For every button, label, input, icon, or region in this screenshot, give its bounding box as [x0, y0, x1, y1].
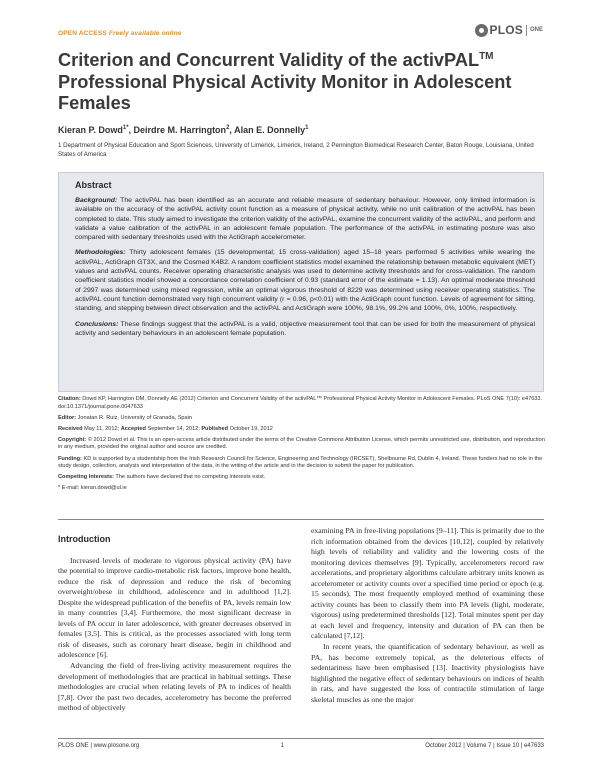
accepted-date: September 14, 2012;	[147, 425, 200, 432]
editor	[58, 415, 548, 423]
abstract-box	[58, 172, 544, 392]
page-number: 1	[280, 743, 284, 749]
plos-one-logo	[475, 23, 544, 37]
background-lead: Background:	[75, 197, 118, 204]
methods-text: Thirty adolescent females (15 developmental; 15 cross-validation) aged 15–18 years performed 5 activities while wearing the activPAL, ActiGraph GT3X, and the Cosmed K4B2. A random coefficient statistics model examined the relationship between metabolic equivalent (MET) values and activPAL counts. Receiver operating characteristic analysis was used to determine activity thresholds and for cross-validation. The random coefficient statistics model showed a concordance correlation coefficient of 0.93 (standard error of the estimate = 1.13). An optimal moderate threshold of 2997 was determined using mixed regression, while an optimal vigorous threshold of 8229 was determined using receiver operating statistics. The activPAL count function demonstrated very high concurrent validity (r = 0.96, p<0.01) with the ActiGraph count function. Levels of agreement for sitting, standing, and stepping between direct observation and the activPAL and ActiGraph were 100%, 98.1%, 99.2% and 100%, 0%, 100%, respectively.	[75, 249, 536, 313]
footer-divider	[58, 738, 544, 739]
plos-logo-journal: ONE	[529, 27, 543, 33]
copyright-text: © 2012 Dowd et al. This is an open-access article distributed under the terms of the Creative Commons Attribution License, which permits unrestricted use, distribution, and reproduction in any medium, provided the original author and source are credited.	[58, 436, 545, 451]
body-paragraph: examining PA in free-living populations [9–11]. This is primarily due to the rich information obtained from the devices [10,12], coupled by relatively high levels of reliability and validity and the lowering costs of the monitoring devices themselves [9]. Typically, accelerometers record raw accelerations, and proprietary algorithms calculate arbitrary units known as accelerometer or activity counts over a specified time period or epoch (e.g. 15 seconds). The most frequently employed method of examining these activity counts has been to classify them into PA levels (light, moderate, vigorous) using predetermined thresholds [12]. Total minutes spent per day at each level and frequency, intensity and duration of PA can then be calculated [7,12].	[311, 526, 544, 641]
body-paragraph: In recent years, the quantification of sedentary behaviour, as well as PA, has become extremely topical, as the deleterious effects of sedentariness have been emphasised [13]. Inactivity physiologists have highlighted the negative effect of sedentary behaviours on indices of health in rats, and have suggested the loss of contractile stimulation of large skeletal muscles as one the major	[311, 642, 544, 704]
author-affiliation-marker: 1*	[122, 125, 129, 131]
open-access-banner	[58, 30, 181, 37]
funding-text: KD is supported by a studentship from the Irish Research Council for Science, Engineering and Technology (IRCSET), Shelbourne Rd, Dublin 4, Ireland. These funders had no role in the study design, collection, analysis and interpretation of the data, in the writing of the article and in the decision to submit the paper for publication.	[58, 455, 543, 470]
introduction-heading: Introduction	[58, 534, 111, 544]
citation-label: Citation:	[58, 396, 81, 402]
editor-label: Editor:	[58, 414, 77, 421]
abstract-heading: Abstract	[75, 180, 112, 190]
copyright	[58, 437, 548, 452]
methods-lead: Methodologies:	[75, 249, 126, 257]
plos-logo-icon	[475, 24, 488, 37]
body-column-right	[311, 526, 544, 705]
accepted-label: Accepted	[120, 425, 146, 432]
competing-label: Competing Interests:	[58, 474, 114, 481]
citation-text: Dowd KP, Harrington DM, Donnelly AE (2012) Criterion and Concurrent Validity of the activPAL™ Professional Physical Activity Monitor in Adolescent Females. PLoS ONE 7(10): e47633. doi:10.1371/journal.pone.0047633	[58, 396, 543, 410]
author-affiliation-marker: 2	[226, 125, 230, 131]
published-date: October 19, 2012	[229, 425, 273, 432]
logo-divider	[526, 25, 527, 36]
abstract-background	[75, 196, 535, 242]
abstract-methods	[75, 248, 535, 313]
corresponding-email: * E-mail: kieran.dowd@ul.ie	[58, 485, 127, 492]
body-paragraph: Increased levels of moderate to vigorous physical activity (PA) have the potential to improve cardio-metabolic risk factors, improve bone health, reduce the risk of depression and reduce the risk of becoming overweight/obese in childhood, adolescence and in adulthood [1,2]. Despite the widespread publication of the benefits of PA, levels remain low in many countries [3,4]. Furthermore, the most significant decrease in levels of PA occur in later adolescence, with greater decreases observed in females [3,5]. This is critical, as the processes associated with long term risk of diseases, such as coronary heart disease, begin in childhood and adolescence [6].	[58, 555, 291, 660]
conclusions-lead: Conclusions:	[75, 320, 119, 328]
author-name: Kieran P. Dowd	[58, 125, 123, 135]
background-text: The activPAL has been identified as an accurate and reliable measure of sedentary behaviour. However, only limited information is available on the accuracy of the activPAL activity count function as a measure of physical activity, while no unit calibration of the activPAL has been completed to date. This study aimed to investigate the criterion validity of the activPAL, examine the concurrent validity of the activPAL, and perform and validate a value calibration of the activPAL in an adolescent female population. The performance of the activPAL in estimating posture was also compared with sedentary thresholds used with the ActiGraph accelerometer.	[75, 197, 535, 242]
trademark-mark: TM	[479, 51, 494, 62]
access-label: ACCESS	[78, 30, 107, 37]
competing-text: The authors have declared that no competing interests exist.	[115, 474, 266, 481]
copyright-label: Copyright:	[58, 436, 87, 443]
citation	[58, 396, 548, 411]
section-divider	[58, 519, 544, 520]
received-date: May 11, 2012;	[84, 425, 120, 432]
published-label: Published	[201, 425, 229, 432]
dates	[58, 426, 548, 434]
title-line-1: Criterion and Concurrent Validity of the activPAL	[58, 50, 480, 70]
author-affiliation-marker: 1	[305, 125, 309, 131]
affiliations: 1 Department of Physical Education and Sport Sciences, University of Limerick, Limerick, Ireland, 2 Pennington Biomedical Research Center, Baton Rouge, Louisiana, United States of America	[58, 142, 534, 158]
received-label: Received	[58, 425, 83, 432]
footer-issue: October 2012 | Volume 7 | Issue 10 | e47633	[425, 743, 544, 749]
open-access-label: OPEN	[58, 30, 78, 37]
conclusions-text: These findings suggest that the activPAL is a valid, objective measurement tool that can be used for both the measurement of physical activity and sedentary behaviours in an adolescent female population.	[75, 320, 535, 337]
body-column-left	[58, 534, 291, 714]
title-line-2: Professional Physical Activity Monitor in Adolescent Females	[58, 71, 512, 113]
author-list: Kieran P. Dowd$^{1*}$, Deirdre M. Harrington$^2$, Alan E. Donnelly$^1$	[58, 125, 309, 135]
editor-text: Jonatan R. Ruiz, University of Granada, Spain	[77, 414, 193, 421]
competing-interests	[58, 474, 548, 482]
free-availability-label: Freely available online	[108, 30, 182, 37]
body-paragraph: Advancing the field of free-living activity measurement requires the development of methodologies that are practical in habitual settings. These methodologies are crucial when relating levels of PA to indices of health [7,8]. Over the past two decades, accelerometry has become the preferred method of objectively	[58, 661, 291, 713]
plos-logo-word: PLOS	[489, 23, 523, 37]
author-name: Alan E. Donnelly	[234, 125, 306, 135]
article-title	[58, 50, 548, 115]
article-metadata	[58, 396, 548, 496]
author-name: Deirdre M. Harrington	[133, 125, 227, 135]
footer-journal: PLOS ONE | www.plosone.org	[58, 743, 140, 749]
page-footer	[58, 743, 544, 749]
funding-label: Funding:	[58, 455, 82, 462]
funding	[58, 456, 548, 471]
abstract-conclusions	[75, 320, 535, 339]
